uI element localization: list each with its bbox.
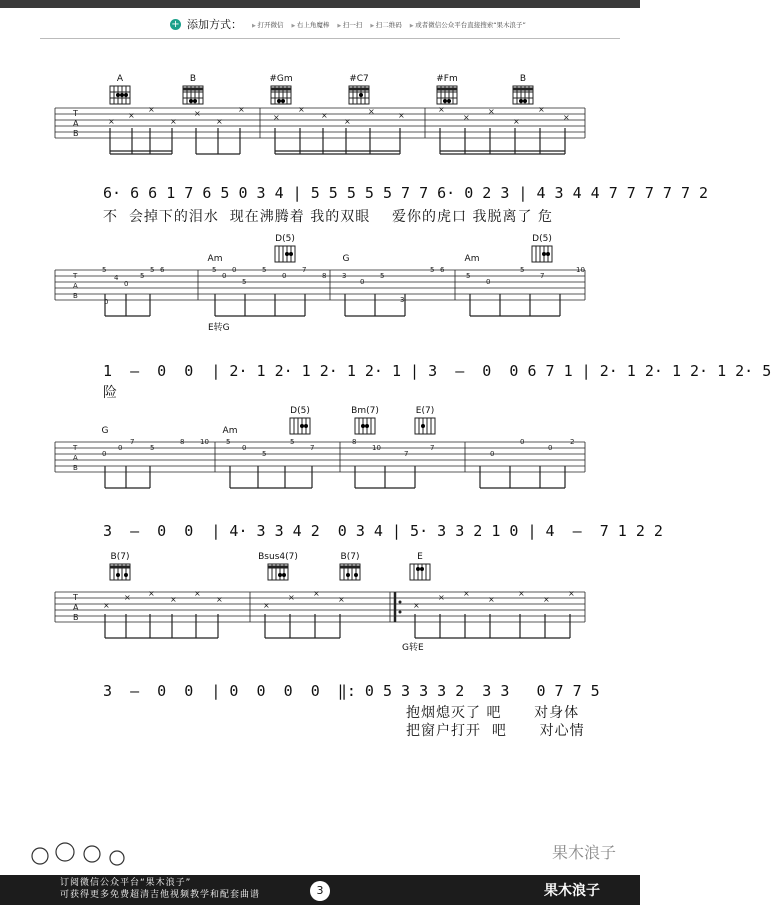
chord-name: Bm(7) xyxy=(351,406,379,416)
chord-diagram xyxy=(330,552,370,585)
svg-text:×: × xyxy=(108,117,115,126)
svg-text:7: 7 xyxy=(404,450,409,458)
chord-name: E(7) xyxy=(415,406,435,416)
svg-text:5: 5 xyxy=(262,266,267,274)
svg-text:5: 5 xyxy=(242,278,247,286)
svg-text:×: × xyxy=(321,111,328,120)
chord-name: D(5) xyxy=(275,234,295,244)
chord-grid-icon xyxy=(413,416,437,436)
chord-grid-icon xyxy=(435,84,459,106)
svg-text:5: 5 xyxy=(150,444,155,452)
footer-line-2: 可获得更多免费超清吉他视频教学和配套曲谱 xyxy=(60,890,261,900)
chord-grid-icon xyxy=(288,416,312,436)
svg-text:×: × xyxy=(128,111,135,120)
step-1: ▶ 打开微信 xyxy=(252,20,283,29)
chord-diagram xyxy=(264,74,298,109)
svg-text:0: 0 xyxy=(102,450,107,458)
tab-staff-1 xyxy=(0,68,640,178)
svg-text:8: 8 xyxy=(180,438,185,446)
svg-text:5: 5 xyxy=(212,266,217,274)
transition-label: G转E xyxy=(402,643,424,653)
svg-text:×: × xyxy=(216,117,223,126)
svg-text:5: 5 xyxy=(430,266,435,274)
jianpu-notation: 6· 6 6 1 7 6 5 0 3 4 | 5 5 5 5 5 7 7 6· 0 2 3 | 4 3 4 4 7 7 7 7 7 2 xyxy=(103,184,709,202)
chord-name: B(7) xyxy=(340,552,360,562)
lyrics-line: 不 会掉下的泪水 现在沸腾着 我的双眼 爱你的虎口 我脱离了 危 xyxy=(103,209,553,225)
tab-staff-3 xyxy=(0,404,640,504)
svg-text:×: × xyxy=(288,593,295,602)
svg-text:10: 10 xyxy=(200,438,209,446)
svg-text:×: × xyxy=(438,593,445,602)
svg-text:0: 0 xyxy=(486,278,491,286)
chord-diagram xyxy=(100,552,140,585)
chord-grid-icon xyxy=(273,244,297,264)
svg-text:×: × xyxy=(103,601,110,610)
svg-text:6: 6 xyxy=(160,266,165,274)
svg-text:5: 5 xyxy=(102,266,107,274)
svg-text:T: T xyxy=(73,109,78,118)
svg-text:7: 7 xyxy=(540,272,545,280)
plus-icon: + xyxy=(171,18,180,30)
svg-text:0: 0 xyxy=(282,272,287,280)
chord-name: Am xyxy=(464,254,480,264)
chord-name: G xyxy=(342,254,350,264)
step-4: ▶ 扫二维码 xyxy=(370,20,401,29)
svg-text:×: × xyxy=(568,589,575,598)
cartoon-figures-icon xyxy=(20,828,140,868)
jianpu-notation: 1 – 0 0 | 2· 1 2· 1 2· 1 2· 1 | 3 – 0 0 6 7 1 | 2· 1 2· 1 2· 1 2· 5 xyxy=(103,362,771,380)
svg-text:0: 0 xyxy=(242,444,247,452)
chord-name: D(5) xyxy=(290,406,310,416)
svg-text:8: 8 xyxy=(322,272,327,280)
svg-text:T: T xyxy=(73,444,78,452)
svg-text:×: × xyxy=(518,589,525,598)
svg-text:A: A xyxy=(73,603,79,612)
chord-diagram xyxy=(178,74,208,109)
chord-name: Am xyxy=(207,254,223,264)
chord-diagram xyxy=(345,406,385,439)
svg-text:B: B xyxy=(73,129,79,138)
svg-text:×: × xyxy=(538,105,545,114)
svg-text:3: 3 xyxy=(400,296,405,304)
svg-text:×: × xyxy=(438,105,445,114)
svg-text:×: × xyxy=(194,589,201,598)
footer-brand: 果木浪子 xyxy=(544,883,600,899)
step-2: ▶ 右上角魔棒 xyxy=(291,20,329,29)
svg-text:6: 6 xyxy=(440,266,445,274)
footer-line-1: 订阅微信公众平台“果木浪子” xyxy=(60,878,192,888)
svg-text:10: 10 xyxy=(372,444,381,452)
svg-text:B: B xyxy=(73,464,78,472)
svg-text:5: 5 xyxy=(520,266,525,274)
svg-text:×: × xyxy=(148,589,155,598)
svg-text:×: × xyxy=(170,595,177,604)
chord-name: #Fm xyxy=(436,74,458,84)
system-4 xyxy=(0,552,640,742)
svg-text:×: × xyxy=(398,111,405,120)
svg-text:7: 7 xyxy=(302,266,307,274)
chord-grid-icon xyxy=(181,84,205,106)
svg-text:×: × xyxy=(513,117,520,126)
header-rule xyxy=(40,38,620,39)
chord-grid-icon xyxy=(353,416,377,436)
chord-name: Am xyxy=(222,426,238,436)
svg-text:A: A xyxy=(73,454,78,462)
svg-text:×: × xyxy=(344,117,351,126)
svg-text:7: 7 xyxy=(430,444,435,452)
svg-text:0: 0 xyxy=(118,444,123,452)
svg-text:×: × xyxy=(263,601,270,610)
svg-text:×: × xyxy=(298,105,305,114)
svg-text:×: × xyxy=(273,113,280,122)
svg-text:×: × xyxy=(413,601,420,610)
svg-text:×: × xyxy=(313,589,320,598)
chord-grid-icon xyxy=(269,84,293,106)
svg-text:T: T xyxy=(73,593,78,602)
system-2 xyxy=(0,232,771,402)
chord-name: #C7 xyxy=(349,74,369,84)
chord-grid-icon xyxy=(511,84,535,106)
svg-text:5: 5 xyxy=(290,438,295,446)
chord-diagram xyxy=(405,552,435,585)
chord-diagram xyxy=(342,74,376,109)
svg-text:0: 0 xyxy=(490,450,495,458)
lyrics-line: 险 xyxy=(103,385,118,401)
svg-text:×: × xyxy=(463,589,470,598)
chord-name: B xyxy=(519,74,527,84)
chord-name: E xyxy=(417,552,423,562)
chord-name: G xyxy=(101,426,109,436)
add-method xyxy=(170,16,526,32)
footer xyxy=(0,858,640,905)
chord-diagram xyxy=(430,74,464,109)
chord-diagram xyxy=(280,406,320,439)
svg-text:B: B xyxy=(73,613,79,622)
svg-text:×: × xyxy=(368,107,375,116)
chord-diagram xyxy=(105,74,135,109)
chord-diagram xyxy=(252,552,304,585)
svg-text:×: × xyxy=(488,107,495,116)
step-3: ▶ 扫一扫 xyxy=(337,20,362,29)
chord-grid-icon xyxy=(347,84,371,106)
chord-name: A xyxy=(116,74,124,84)
svg-text:A: A xyxy=(73,119,79,128)
chord-name: #Gm xyxy=(269,74,293,84)
svg-text:5: 5 xyxy=(150,266,155,274)
svg-text:0: 0 xyxy=(360,278,365,286)
step-5: ▶ 或者微信公众平台直接搜索“果木浪子” xyxy=(410,20,526,29)
svg-text:5: 5 xyxy=(466,272,471,280)
svg-text:0: 0 xyxy=(104,298,109,306)
svg-text:5: 5 xyxy=(380,272,385,280)
page-number: 3 xyxy=(310,881,330,901)
svg-text:×: × xyxy=(563,113,570,122)
header-bar xyxy=(0,0,640,44)
svg-text:×: × xyxy=(194,109,201,118)
svg-text:×: × xyxy=(148,105,155,114)
transition-label: E转G xyxy=(208,323,230,333)
chord-name: D(5) xyxy=(532,234,552,244)
svg-text:×: × xyxy=(488,595,495,604)
svg-text:7: 7 xyxy=(130,438,135,446)
svg-text:×: × xyxy=(124,593,131,602)
svg-text:5: 5 xyxy=(226,438,231,446)
svg-text:5: 5 xyxy=(262,450,267,458)
tab-staff-4 xyxy=(0,552,640,662)
system-1 xyxy=(0,68,709,228)
svg-text:0: 0 xyxy=(124,280,129,288)
svg-text:×: × xyxy=(543,595,550,604)
chord-diagram xyxy=(522,234,562,267)
svg-text:7: 7 xyxy=(310,444,315,452)
svg-text:×: × xyxy=(463,113,470,122)
chord-grid-icon xyxy=(266,562,290,582)
svg-text:B: B xyxy=(73,292,78,300)
svg-text:0: 0 xyxy=(222,272,227,280)
lyrics-line: 把窗户打开 吧 对心情 xyxy=(406,723,585,739)
chord-grid-icon xyxy=(108,84,132,106)
svg-text:×: × xyxy=(338,595,345,604)
chord-grid-icon xyxy=(530,244,554,264)
svg-text:0: 0 xyxy=(548,444,553,452)
chord-diagram xyxy=(508,74,538,109)
chord-grid-icon xyxy=(408,562,432,582)
svg-text:3: 3 xyxy=(342,272,347,280)
svg-text:×: × xyxy=(216,595,223,604)
svg-text:5: 5 xyxy=(140,272,145,280)
lyrics-line: 抱烟熄灭了 吧 对身体 xyxy=(406,705,580,721)
chord-diagram xyxy=(405,406,445,439)
svg-text:8: 8 xyxy=(352,438,357,446)
watermark: 果木浪子 xyxy=(551,843,616,862)
jianpu-notation: 3 – 0 0 | 4· 3 3 4 2 0 3 4 | 5· 3 3 2 1 0 | 4 – 7 1 2 2 xyxy=(103,522,663,540)
jianpu-notation: 3 – 0 0 | 0 0 0 0 ‖: 0 5 3 3 3 2 3 3 0 7 7 5 xyxy=(103,682,600,700)
chord-name: B xyxy=(189,74,197,84)
chord-grid-icon xyxy=(338,562,362,582)
add-label: 添加方式： xyxy=(187,18,242,31)
svg-text:2: 2 xyxy=(570,438,575,446)
svg-text:T: T xyxy=(73,272,78,280)
svg-text:0: 0 xyxy=(232,266,237,274)
svg-text:0: 0 xyxy=(520,438,525,446)
chord-name: Bsus4(7) xyxy=(258,552,298,562)
svg-text:×: × xyxy=(238,105,245,114)
svg-text:10: 10 xyxy=(576,266,585,274)
svg-text:4: 4 xyxy=(114,274,119,282)
header-stripe xyxy=(0,0,640,8)
system-3 xyxy=(0,404,663,554)
svg-text:×: × xyxy=(170,117,177,126)
chord-grid-icon xyxy=(108,562,132,582)
svg-text:A: A xyxy=(73,282,78,290)
chord-name: B(7) xyxy=(110,552,130,562)
chord-diagram xyxy=(265,234,305,267)
